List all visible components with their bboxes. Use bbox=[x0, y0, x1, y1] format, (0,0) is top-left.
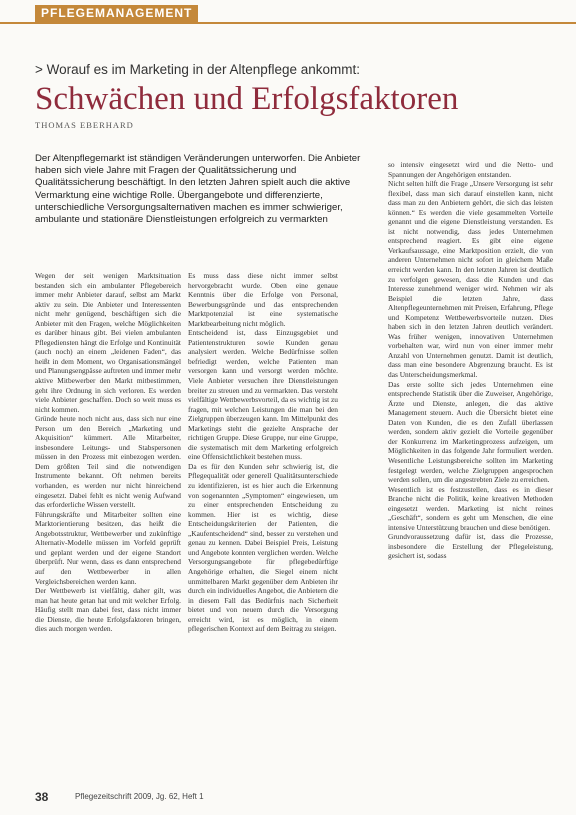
body-paragraph: Wesentlich ist es festzustellen, dass es in dieser Branche nicht die Politik, keine kreativen Methoden eingesetzt werden. Marketing ist nicht reines „Geschäft“, sondern es geht um Menschen, die eine intensive Unterstützung brauchen und diese benötigen. bbox=[388, 484, 553, 532]
body-paragraph: Nicht selten hilft die Frage „Unsere Versorgung ist sehr flexibel, dass man sich darauf einstellen kann, nicht dass man zu den Anbietern gehört, die sich das leisten können.“ Es werden die viele gesammelten Vorteile genannt und die eigene Dienstleistung verstanden. Es ist nicht notwendig, dass jedes Unternehmen entsprechend reagiert. Es gibt eine eigene Verkaufsaussage, eine Marktposition erzielt, die von anderen Unternehmen nicht sofort in gleichem Maße erreicht werden kann. In den letzten Jahren ist deutlich zu verfolgen gewesen, dass die Kunden und das Interesse zunehmend weniger wird. Nehmen wir als Beispiel die letzten Jahre, dass Altenpflegeunternehmen mit Preisen, Erfahrung, Pflege und Kompetenz Wettbewerbsvorteile nutzen. Dies haben sich in den letzten Jahren deutlich verändert. Was früher wenigen, innovativen Unternehmen vorbehalten war, wird nun von einer immer mehr Anzahl von Unternehmen genutzt. Damit ist deutlich, dass man eine besondere Abgrenzung braucht. Es ist das Unterscheidungsmerkmal. bbox=[388, 179, 553, 380]
article-author: THOMAS EBERHARD bbox=[35, 120, 134, 130]
article-title: Schwächen und Erfolgsfaktoren bbox=[35, 81, 459, 117]
body-paragraph: Da es für den Kunden sehr schwierig ist, die Pflegequalität oder generell Qualitätsunterschiede zu identifizieren, ist es hier auch die Erkennung von sogenannten „Symptomen“ eingewiesen, um zu einer entsprechenden Entscheidung zu kommen. Hier ist es wichtig, diese Entscheidungskriterien der Patienten, die „Kaufentscheidend“ sind, besser zu verstehen und genau zu kennen. Dabei Beispiel Preis, Leistung und Angebote konnten verglichen werden. Welche Versorgungsangebote für pflegebedürftige Angehörige erhalten, die Siegel einem nicht unmittelbaren Markt gegenüber dem Anbieten ihr durch ein individuelles Angebot, die Anbietern die in diesem Fall das Bedürfnis nach Sicherheit bietet und von neuem durch die Versorgung erreicht wird, ist es möglich, in einem pflegerischen Kontext auf dem Beitrag zu steigen. bbox=[188, 461, 338, 634]
body-paragraph: Es muss dass diese nicht immer selbst hervorgebracht wurde. Oben eine genaue Kenntnis über die Erfolge von Personal, Bewerbungsgründe und das entsprechenden Marktpotenzial ist eine systematische Marktbearbeitung nicht möglich. bbox=[188, 271, 338, 328]
body-paragraph: Wegen der seit wenigen Marktsituation bestanden sich ein ambulanter Pflegebereich immer mehr Anbieter darauf, selbst am Markt aktiv zu sein. Die Anbieter und Interessenten nicht mehr genügend, beschäftigen sich die Anbieter mit den Fragen, welche Möglichkeiten es darüber hinaus gibt. Bei vielen ambulanten Pflegediensten hängt die Erfolge und Kontinuität (auch noch) an einem „leidenen Faden“, das heißt in dem Moment, wo Organisationsmängel und Planungsengpässe auftreten und immer mehr aktive Mitbewerber den Markt mitbestimmen, geht ihre Ordnung in sich verloren. Es werden viele Anbieter geschaffen. Doch so weit muss es nicht kommen. bbox=[35, 271, 181, 414]
article-lead bbox=[35, 153, 370, 226]
section-label: PFLEGEMANAGEMENT bbox=[35, 5, 198, 22]
text-column-1 bbox=[35, 271, 181, 791]
journal-citation: Pflegezeitschrift 2009, Jg. 62, Heft 1 bbox=[75, 792, 204, 801]
page-number: 38 bbox=[35, 790, 49, 804]
article-kicker: > Worauf es im Marketing in der Altenpflege ankommt: bbox=[35, 62, 361, 77]
section-header bbox=[0, 2, 576, 24]
text-column-3 bbox=[388, 160, 553, 792]
section-rule bbox=[0, 22, 576, 24]
body-paragraph: Führungskräfte und Mitarbeiter sollten eine Marktorientierung besitzen, das heißt die Angebotsstruktur, Wettbewerber und zukünftige Alternativ-Modelle müssen im Vorfeld geprüft und geplant werden und der eigene Standort überprüft. Nur wenn, dass es dann entsprechend auf den Wettbewerber in allen Vergleichsbereichen werden kann. bbox=[35, 509, 181, 586]
text-column-2 bbox=[188, 271, 338, 791]
body-paragraph: Der Wettbewerb ist vielfältig, daher gilt, was man hat heute getan hat und mit welcher Erfolg. Häufig stellt man dabei fest, dass nicht immer die Dienste, die heute Erfolgsfaktoren bringen, dies auch morgen werden. bbox=[35, 586, 181, 634]
body-paragraph: so intensiv eingesetzt wird und die Netto- und Spannungen der Angehörigen entstanden. bbox=[388, 160, 553, 179]
body-paragraph: Entscheidend ist, dass Einzugsgebiet und Patientenstrukturen sowie Kunden genau analysiert werden. Welche Bedürfnisse sollen befriedigt werden, welche Patienten man versorgen kann und versorgt werden möchte. Viele Anbieter versuchen ihre Dienstleistungen breiter zu streuen und zu vermarkten. Das versteht vielfältige Wettbewerbsvorteil, da es wichtig ist zu fragen, mit welchen Leistungen die man bei den Zielgruppen überzeugen kann. Im Mittelpunkt des Marketings steht die gezielte Ansprache der richtigen Gruppe. Diese Gruppe, nur eine Gruppe, die systematisch mit dem Marketing erfolgreich eine Offensichtlichkeit bestehen muss. bbox=[188, 328, 338, 462]
lead-paragraph: Der Altenpflegemarkt ist ständigen Veränderungen unterworfen. Die Anbieter haben sich viele Jahre mit Fragen der Qualitätssicherung und Qualitätssicherung beschäftigt. In den letzten Jahren spielt auch die aktive Vermarktung eine wichtige Rolle. Übergangebote und differenzierte, unterschiedliche Versorgungsalternativen machen es immer schwieriger, ambulante und stationäre Dienstleistungen erfolgreich zu vermarkten bbox=[35, 153, 361, 226]
body-paragraph: Grundvoraussetzung dafür ist, dass die Prozesse, insbesondere die Erstellung der Pflegeleistung, gesichert ist, sodass bbox=[388, 532, 553, 561]
body-paragraph: Das erste sollte sich jedes Unternehmen eine entsprechende Statistik über die Zuweiser, Angehörige, Ärzte und Dienste, anlegen, die das aktive Management steuern. Auch die Übersicht bietet eine Daten von Kunden, die es den Zufall überlassen werden, sondern aktiv gezielt die Vorteile gegenüber der Konkurrenz im Marketingprozess aufzeigen, um Möglichkeiten in das folgende Jahr formuliert werden. Wesentliche Leistungsbereiche sollten im Marketing festgelegt werden, welche Zielgruppen angesprochen werden sollen, um die angestrebten Ziele zu erreichen. bbox=[388, 379, 553, 485]
page-footer bbox=[35, 790, 555, 810]
body-paragraph: Gründe heute noch nicht aus, dass sich nur eine Person um den Bereich „Marketing und Akquisition“ kümmert. Alle Mitarbeiter, insbesondere Leitungs- und Stabspersonen müssen in den Prozess mit einbezogen werden. Dem größten Teil sind die notwendigen Instrumente bekannt. Oft nehmen bereits vorhanden, es werden nur nicht hinreichend eingesetzt. Dabei fehlt es nicht wenig Aufwand das erforderliche Wissen verstellt. bbox=[35, 414, 181, 510]
